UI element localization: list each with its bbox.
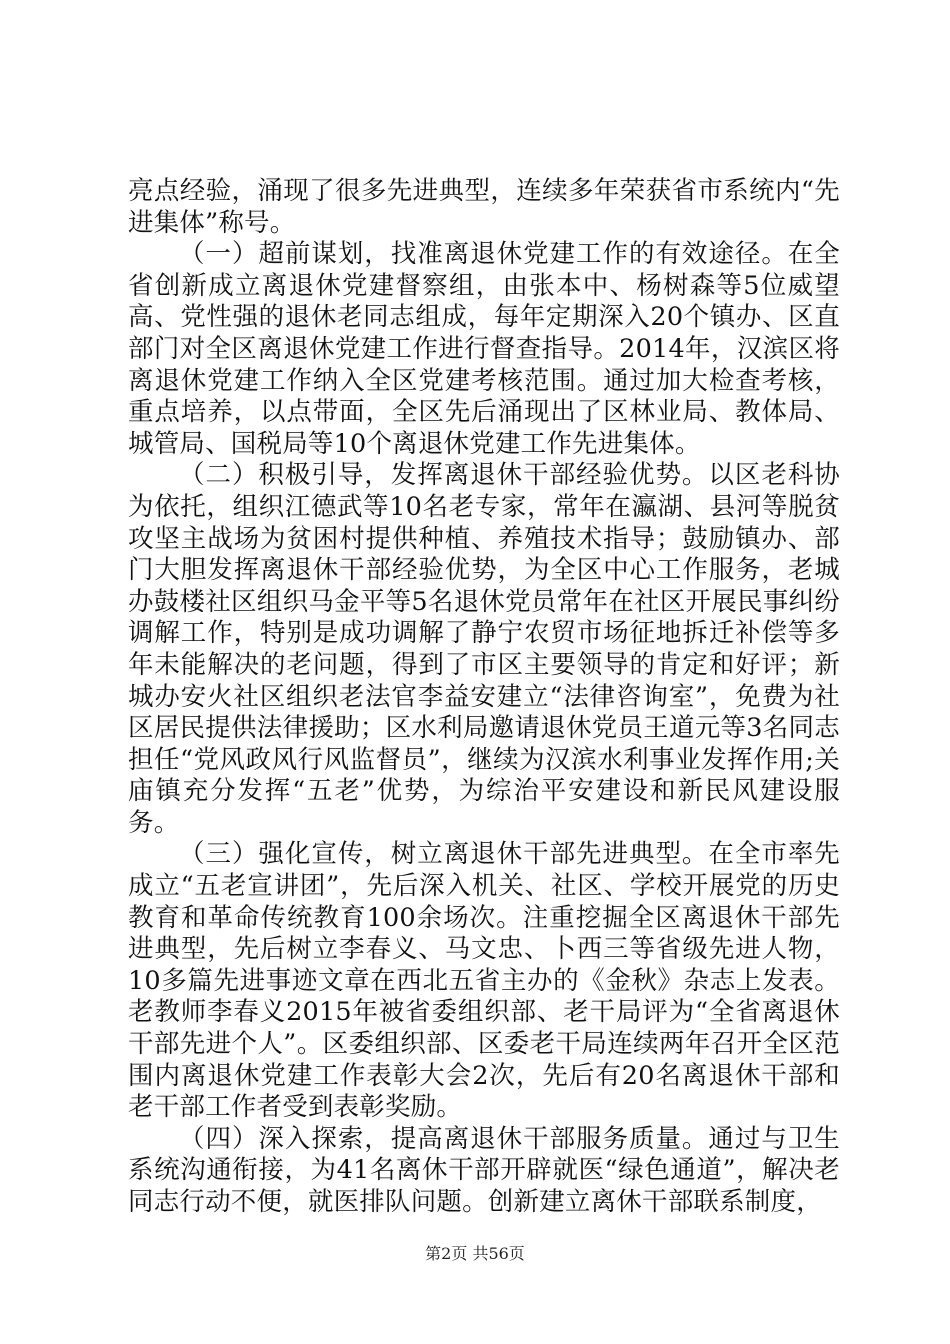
page-number-footer: 第2页 共56页	[425, 1244, 525, 1263]
paragraph-section-2: （二）积极引导，发挥离退休干部经验优势。以区老科协为依托，组织江德武等10名老专家，常年在瀛湖、县河等脱贫攻坚主战场为贫困村提供种植、养殖技术指导；鼓励镇办、部门大胆发挥离退休干部经验优势，为全区中心工作服务，老城办鼓楼社区组织马金平等5名退休党员常年在社区开展民事纠纷调解工作，特别是成功调解了静宁农贸市场征地拆迁补偿等多年未能解决的老问题，得到了市区主要领导的肯定和好评；新城办安火社区组织老法官李益安建立“法律咨询室”，免费为社区居民提供法律援助；区水利局邀请退休党员王道元等3名同志担任“党风政风行风监督员”，继续为汉滨水利事业发挥作用;关庙镇充分发挥“五老”优势，为综治平安建设和新民风建设服务。	[128, 460, 840, 838]
paragraph-section-3: （三）强化宣传，树立离退休干部先进典型。在全市率先成立“五老宣讲团”，先后深入机关、社区、学校开展党的历史教育和革命传统教育100余场次。注重挖掘全区离退休干部先进典型，先后树立李春义、马文忠、卜西三等省级先进人物，10多篇先进事迹文章在西北五省主办的《金秋》杂志上发表。老教师李春义2015年被省委组织部、老干局评为“全省离退休干部先进个人”。区委组织部、区委老干局连续两年召开全区范围内离退休党建工作表彰大会2次，先后有20名离退休干部和老干部工作者受到表彰奖励。	[128, 839, 840, 1123]
paragraph-section-4: （四）深入探索，提高离退休干部服务质量。通过与卫生系统沟通衔接，为41名离休干部开辟就医“绿色通道”，解决老同志行动不便，就医排队问题。创新建立离休干部联系制度，	[128, 1123, 840, 1217]
document-body	[128, 176, 840, 1219]
paragraph-continuation: 亮点经验，涌现了很多先进典型，连续多年荣获省市系统内“先进集体”称号。	[128, 176, 840, 238]
paragraph-section-1: （一）超前谋划，找准离退休党建工作的有效途径。在全省创新成立离退休党建督察组，由张本中、杨树森等5位威望高、党性强的退休老同志组成，每年定期深入20个镇办、区直部门对全区离退休党建工作进行督查指导。2014年，汉滨区将离退休党建工作纳入全区党建考核范围。通过加大检查考核，重点培养，以点带面，全区先后涌现出了区林业局、教体局、城管局、国税局等10个离退休党建工作先进集体。	[128, 239, 840, 459]
